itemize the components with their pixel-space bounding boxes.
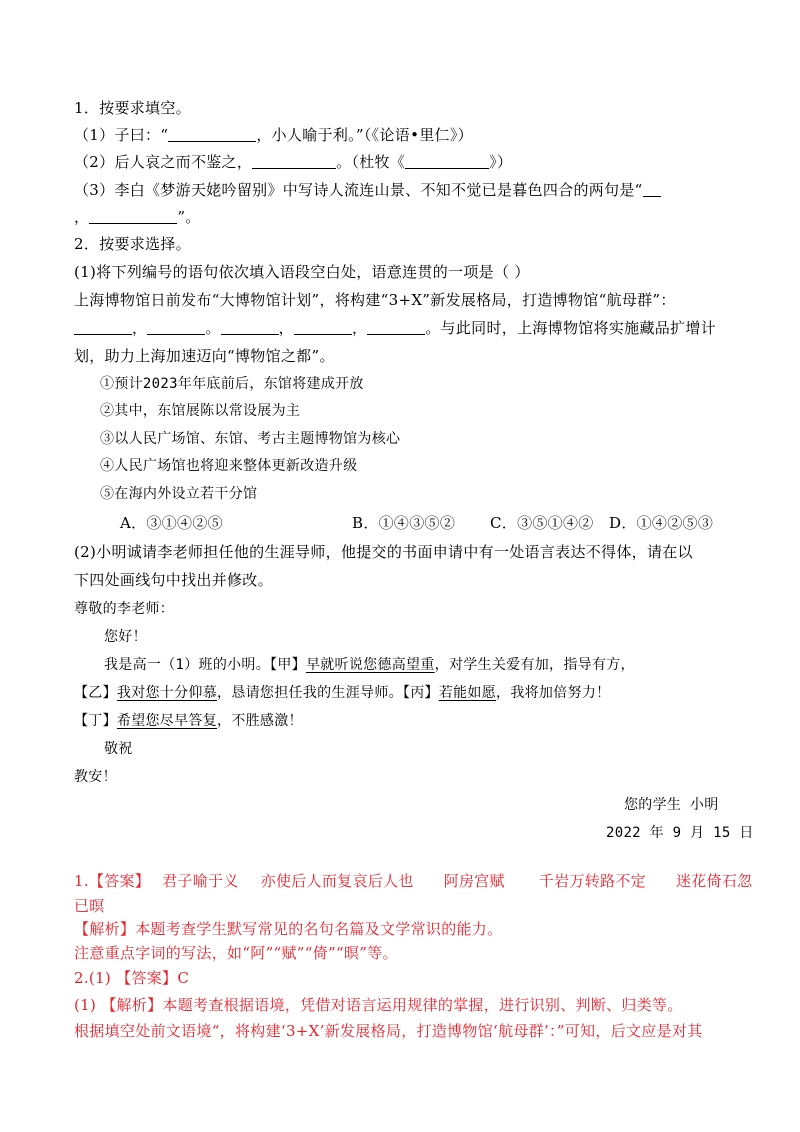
q2-part1-text-end: 划，助力上海加速迈向“博物馆之都”。 — [74, 347, 335, 365]
q2-part2-stem-end: 下四处画线句中找出并修改。 — [74, 571, 273, 589]
letter-closing-2: 教安！ — [74, 769, 117, 785]
q2-part1-text: 上海博物馆日前发布“大博物馆计划”，将构建“3+X”新发展格局，打造博物馆“航母群”： — [74, 291, 676, 309]
answer-1: 1.【答案】 君子喻于义 亦使后人而复哀后人也 阿房宫赋 千岩万转路不定 迷花倚石忽 — [74, 872, 753, 890]
sentence-1: ①预计2023年年底前后，东馆将建成开放 — [100, 376, 364, 392]
fill-blank[interactable] — [252, 154, 336, 169]
letter-closing-1: 敬祝 — [104, 741, 133, 757]
q2-part1-stem: (1)将下列编号的语句依次填入语段空白处，语意连贯的一项是（ ） — [74, 263, 530, 281]
underlined-jia: 早就听说您德高望重 — [305, 657, 435, 673]
letter-body-line2: 【乙】我对您十分仰慕，恳请您担任我的生涯导师。【丙】若能如愿，我将加倍努力！ — [74, 685, 611, 701]
underlined-bing: 若能如愿 — [438, 685, 497, 701]
fill-blank[interactable] — [294, 320, 352, 335]
letter-date: 2022 年 9 月 15 日 — [606, 825, 754, 841]
sentence-5: ⑤在海内外设立若干分馆 — [100, 486, 258, 502]
fill-blank[interactable] — [89, 209, 177, 224]
fill-blank[interactable] — [168, 127, 256, 142]
answer-2-analysis: (1) 【解析】本题考查根据语境，凭借对语言运用规律的掌握，进行识别、判断、归类等。 — [74, 996, 683, 1014]
answer-1-analysis: 【解析】本题考查学生默写常见的名句名篇及文学常识的能力。 — [74, 920, 503, 938]
sentence-4: ④人民广场馆也将迎来整体更新改造升级 — [100, 458, 358, 474]
fill-blank[interactable] — [74, 320, 132, 335]
fill-blank[interactable] — [405, 154, 489, 169]
letter-body-line3: 【丁】希望您尽早答复，不胜感激！ — [74, 713, 303, 729]
q2-title: 2．按要求选择。 — [74, 235, 191, 253]
option-d[interactable]: D．①④②⑤③ — [609, 514, 714, 532]
letter-salutation: 尊敬的李老师： — [74, 601, 175, 617]
q1-line3: （3）李白《梦游天姥吟留别》中写诗人流连山景、不知不觉已是暮色四合的两句是“ — [74, 180, 661, 200]
underlined-ding: 希望您尽早答复 — [116, 713, 218, 729]
sentence-3: ③以人民广场馆、东馆、考古主题博物馆为核心 — [100, 431, 401, 447]
option-a[interactable]: A．③①④②⑤ — [120, 514, 223, 532]
answer-1-note: 注意重点字词的写法，如“阿”“赋”“倚”“暝”等。 — [74, 944, 398, 962]
q1-line4: ， ”。 — [74, 208, 201, 226]
option-c[interactable]: C．③⑤①④② — [490, 514, 594, 532]
answer-2-label: 2.(1) 【答案】C — [74, 969, 190, 987]
option-b[interactable]: B．①④③⑤② — [352, 514, 456, 532]
letter-greeting: 您好！ — [104, 629, 147, 645]
q2-part1-blanks: ， 。 ， ， 。与此同时，上海博物馆将实施藏品扩增计 — [74, 318, 716, 338]
fill-blank[interactable] — [147, 320, 205, 335]
fill-blank[interactable] — [367, 320, 425, 335]
sentence-2: ②其中，东馆展陈以常设展为主 — [100, 403, 301, 419]
fill-blank[interactable] — [643, 182, 661, 197]
letter-body-line1: 我是高一（1）班的小明。【甲】早就听说您德高望重，对学生关爱有加，指导有方， — [104, 657, 635, 673]
answer-2-text: 根据填空处前文语境“，将构建‘3+X’新发展格局，打造博物馆‘航母群’：”可知，后文应是对其 — [74, 1022, 703, 1040]
letter-signature: 您的学生 小明 — [624, 797, 719, 813]
q1-line2: （2）后人哀之而不鉴之， 。（杜牧《 》） — [74, 153, 513, 171]
underlined-yi: 我对您十分仰慕 — [116, 685, 218, 701]
answer-1-tail: 已暝 — [74, 897, 105, 915]
q1-line1: （1）子曰：“ ，小人喻于利。”（《论语•里仁》） — [74, 126, 473, 144]
fill-blank[interactable] — [221, 320, 279, 335]
q1-title: 1．按要求填空。 — [74, 99, 191, 117]
q2-part2-stem: (2)小明诚请李老师担任他的生涯导师，他提交的书面申请中有一处语言表达不得体，请在以 — [74, 543, 693, 561]
